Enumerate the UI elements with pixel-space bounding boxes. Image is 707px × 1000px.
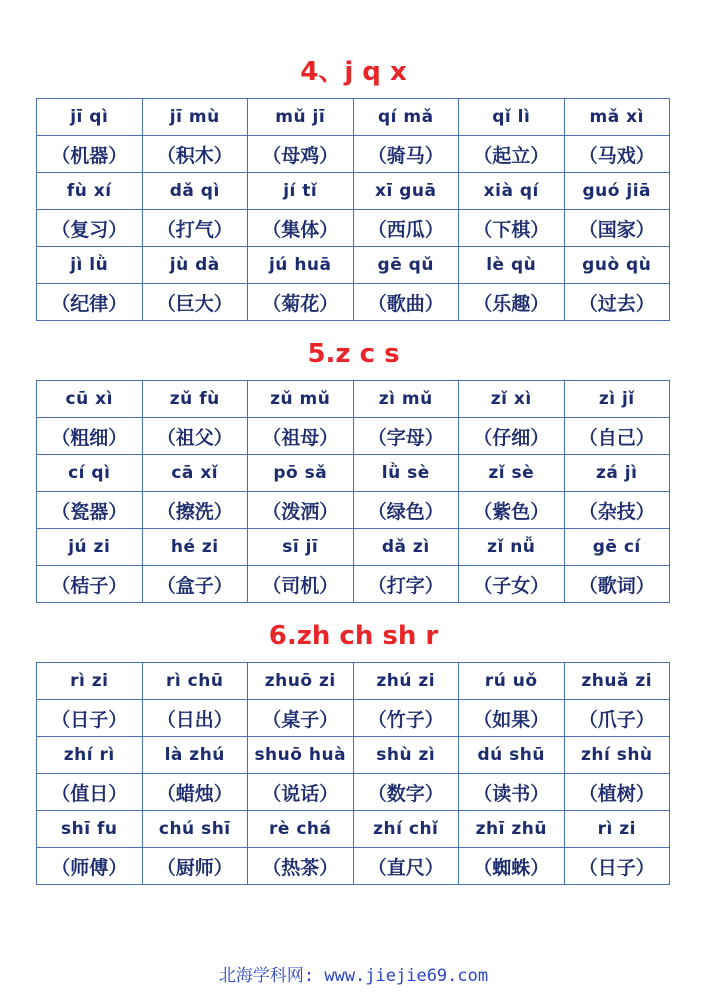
pinyin-cell: rú uǒ: [459, 663, 565, 700]
pinyin-row: [37, 455, 670, 492]
hanzi-cell: （祖父）: [142, 418, 248, 455]
pinyin-cell: rì zi: [37, 663, 143, 700]
hanzi-cell: （蜡烛）: [142, 774, 248, 811]
pinyin-cell: zì mǔ: [353, 381, 459, 418]
hanzi-cell: （读书）: [459, 774, 565, 811]
pinyin-row: [37, 811, 670, 848]
pinyin-cell: xià qí: [459, 173, 565, 210]
pinyin-cell: mǎ xì: [564, 99, 670, 136]
hanzi-cell: （粗细）: [37, 418, 143, 455]
pinyin-cell: jú zi: [37, 529, 143, 566]
pinyin-row: [37, 247, 670, 284]
hanzi-cell: （母鸡）: [248, 136, 354, 173]
hanzi-cell: （自己）: [564, 418, 670, 455]
hanzi-cell: （泼洒）: [248, 492, 354, 529]
hanzi-cell: （菊花）: [248, 284, 354, 321]
pinyin-cell: gē qǔ: [353, 247, 459, 284]
pinyin-row: [37, 737, 670, 774]
word-table-jqx: [36, 98, 670, 321]
hanzi-cell: （打字）: [353, 566, 459, 603]
pinyin-cell: zhí shù: [564, 737, 670, 774]
pinyin-cell: jí tǐ: [248, 173, 354, 210]
hanzi-cell: （祖母）: [248, 418, 354, 455]
pinyin-cell: shī fu: [37, 811, 143, 848]
hanzi-cell: （西瓜）: [353, 210, 459, 247]
pinyin-cell: hé zi: [142, 529, 248, 566]
pinyin-cell: zǐ nǚ: [459, 529, 565, 566]
pinyin-cell: shù zì: [353, 737, 459, 774]
pinyin-cell: mǔ jī: [248, 99, 354, 136]
word-table-zh-ch-sh-r: [36, 662, 670, 885]
hanzi-cell: （积木）: [142, 136, 248, 173]
hanzi-cell: （子女）: [459, 566, 565, 603]
pinyin-cell: zhí chǐ: [353, 811, 459, 848]
hanzi-cell: （下棋）: [459, 210, 565, 247]
hanzi-cell: （字母）: [353, 418, 459, 455]
hanzi-cell: （厨师）: [142, 848, 248, 885]
hanzi-cell: （说话）: [248, 774, 354, 811]
hanzi-cell: （数字）: [353, 774, 459, 811]
hanzi-cell: （巨大）: [142, 284, 248, 321]
hanzi-cell: （乐趣）: [459, 284, 565, 321]
pinyin-row: [37, 99, 670, 136]
hanzi-row: [37, 210, 670, 247]
hanzi-cell: （司机）: [248, 566, 354, 603]
footer-watermark: 北海学科网: www.jiejie69.com: [218, 966, 489, 986]
section-title-zcs: 5.z c s: [307, 339, 400, 369]
hanzi-cell: （杂技）: [564, 492, 670, 529]
hanzi-cell: （桌子）: [248, 700, 354, 737]
hanzi-cell: （马戏）: [564, 136, 670, 173]
hanzi-cell: （日出）: [142, 700, 248, 737]
pinyin-cell: zì jǐ: [564, 381, 670, 418]
hanzi-row: [37, 284, 670, 321]
pinyin-cell: jú huā: [248, 247, 354, 284]
pinyin-cell: zhī zhū: [459, 811, 565, 848]
hanzi-cell: （日子）: [564, 848, 670, 885]
pinyin-cell: zǐ xì: [459, 381, 565, 418]
pinyin-cell: rì zi: [564, 811, 670, 848]
hanzi-cell: （日子）: [37, 700, 143, 737]
pinyin-cell: cā xǐ: [142, 455, 248, 492]
section-title-jqx: 4、j q x: [300, 57, 407, 87]
pinyin-cell: gē cí: [564, 529, 670, 566]
word-table-zcs: [36, 380, 670, 603]
pinyin-cell: zǔ mǔ: [248, 381, 354, 418]
pinyin-cell: pō sǎ: [248, 455, 354, 492]
hanzi-row: [37, 700, 670, 737]
hanzi-cell: （骑马）: [353, 136, 459, 173]
hanzi-cell: （植树）: [564, 774, 670, 811]
hanzi-cell: （紫色）: [459, 492, 565, 529]
hanzi-cell: （国家）: [564, 210, 670, 247]
hanzi-cell: （起立）: [459, 136, 565, 173]
hanzi-cell: （歌曲）: [353, 284, 459, 321]
hanzi-row: [37, 418, 670, 455]
hanzi-cell: （绿色）: [353, 492, 459, 529]
pinyin-cell: xī guā: [353, 173, 459, 210]
hanzi-cell: （蜘蛛）: [459, 848, 565, 885]
hanzi-cell: （歌词）: [564, 566, 670, 603]
pinyin-cell: là zhú: [142, 737, 248, 774]
hanzi-cell: （机器）: [37, 136, 143, 173]
hanzi-row: [37, 848, 670, 885]
pinyin-cell: chú shī: [142, 811, 248, 848]
pinyin-cell: qǐ lì: [459, 99, 565, 136]
hanzi-cell: （仔细）: [459, 418, 565, 455]
hanzi-cell: （打气）: [142, 210, 248, 247]
pinyin-cell: zhí rì: [37, 737, 143, 774]
pinyin-cell: zǔ fù: [142, 381, 248, 418]
hanzi-cell: （集体）: [248, 210, 354, 247]
hanzi-cell: （纪律）: [37, 284, 143, 321]
pinyin-cell: jī qì: [37, 99, 143, 136]
hanzi-cell: （直尺）: [353, 848, 459, 885]
pinyin-cell: cū xì: [37, 381, 143, 418]
hanzi-row: [37, 136, 670, 173]
section-title-zh-ch-sh-r: 6.zh ch sh r: [268, 621, 439, 651]
hanzi-cell: （盒子）: [142, 566, 248, 603]
pinyin-cell: zá jì: [564, 455, 670, 492]
pinyin-cell: jì lǜ: [37, 247, 143, 284]
pinyin-cell: fù xí: [37, 173, 143, 210]
hanzi-cell: （竹子）: [353, 700, 459, 737]
pinyin-cell: shuō huà: [248, 737, 354, 774]
hanzi-row: [37, 566, 670, 603]
pinyin-row: [37, 663, 670, 700]
pinyin-cell: cí qì: [37, 455, 143, 492]
pinyin-row: [37, 173, 670, 210]
pinyin-cell: rì chū: [142, 663, 248, 700]
pinyin-cell: zhú zi: [353, 663, 459, 700]
hanzi-cell: （复习）: [37, 210, 143, 247]
hanzi-row: [37, 774, 670, 811]
pinyin-cell: rè chá: [248, 811, 354, 848]
hanzi-row: [37, 492, 670, 529]
hanzi-cell: （爪子）: [564, 700, 670, 737]
hanzi-cell: （桔子）: [37, 566, 143, 603]
pinyin-cell: zhuǎ zi: [564, 663, 670, 700]
pinyin-cell: jī mù: [142, 99, 248, 136]
pinyin-cell: sī jī: [248, 529, 354, 566]
pinyin-cell: jù dà: [142, 247, 248, 284]
pinyin-cell: lǜ sè: [353, 455, 459, 492]
pinyin-cell: dú shū: [459, 737, 565, 774]
pinyin-cell: guò qù: [564, 247, 670, 284]
hanzi-cell: （瓷器）: [37, 492, 143, 529]
hanzi-cell: （师傅）: [37, 848, 143, 885]
pinyin-cell: zhuō zi: [248, 663, 354, 700]
pinyin-cell: zǐ sè: [459, 455, 565, 492]
hanzi-cell: （热茶）: [248, 848, 354, 885]
pinyin-cell: dǎ qì: [142, 173, 248, 210]
hanzi-cell: （过去）: [564, 284, 670, 321]
pinyin-cell: qí mǎ: [353, 99, 459, 136]
pinyin-row: [37, 529, 670, 566]
hanzi-cell: （如果）: [459, 700, 565, 737]
hanzi-cell: （擦洗）: [142, 492, 248, 529]
hanzi-cell: （值日）: [37, 774, 143, 811]
pinyin-cell: lè qù: [459, 247, 565, 284]
pinyin-cell: guó jiā: [564, 173, 670, 210]
pinyin-cell: dǎ zì: [353, 529, 459, 566]
pinyin-row: [37, 381, 670, 418]
